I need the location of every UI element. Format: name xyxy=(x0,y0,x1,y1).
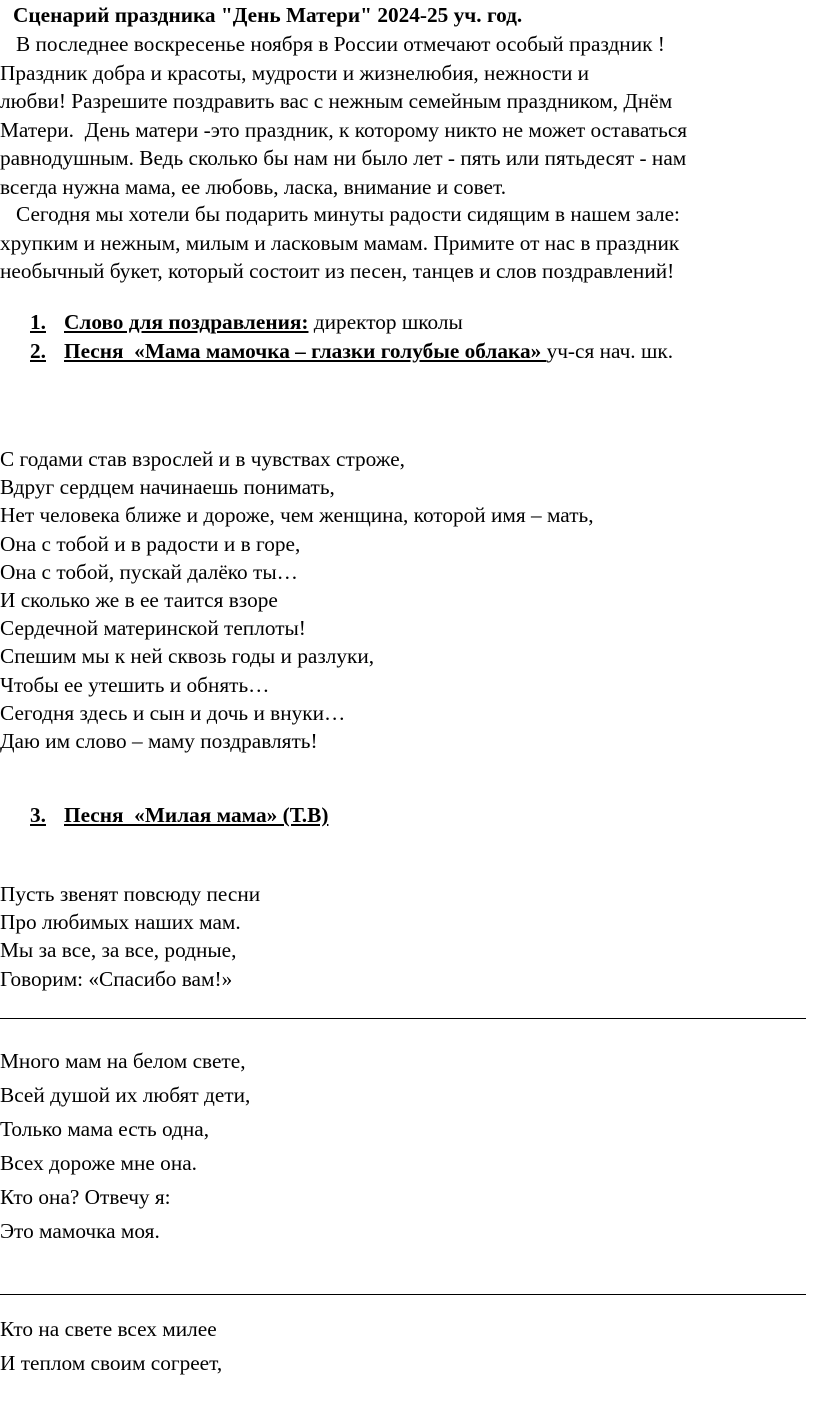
poem-line: Это мамочка моя. xyxy=(0,1219,160,1243)
text-line: хрупким и нежным, милым и ласковым мамам. Примите от нас в праздник xyxy=(0,230,680,255)
poem-line: Она с тобой и в радости и в горе, xyxy=(0,531,301,556)
poem-4 xyxy=(0,1312,222,1380)
item-detail: уч-ся нач. шк. xyxy=(546,339,674,363)
poem-line: Она с тобой, пускай далёко ты… xyxy=(0,559,298,584)
program-item-3 xyxy=(30,803,328,828)
poem-line: Нет человека ближе и дороже, чем женщина, которой имя – мать, xyxy=(0,503,594,528)
section-divider xyxy=(0,1294,806,1295)
program-item-1 xyxy=(30,310,463,335)
poem-line: Всей душой их любят дети, xyxy=(0,1083,251,1107)
text-line: Праздник добра и красоты, мудрости и жизнелюбия, нежности и xyxy=(0,60,590,85)
poem-line: Кто на свете всех милее xyxy=(0,1317,217,1341)
poem-line: Сегодня здесь и сын и дочь и внуки… xyxy=(0,700,346,725)
intro-paragraph-2 xyxy=(0,200,812,286)
poem-line: Вдруг сердцем начинаешь понимать, xyxy=(0,475,335,500)
item-heading: Песня «Мама мамочка – глазки голубые облака» xyxy=(64,339,547,363)
poem-line: Пусть звенят повсюду песни xyxy=(0,882,261,906)
poem-line: Всех дороже мне она. xyxy=(0,1151,197,1175)
text-line: Матери. День матери -это праздник, к которому никто не может оставаться xyxy=(0,117,688,142)
program-item-2 xyxy=(30,339,673,364)
section-divider xyxy=(0,1018,806,1019)
poem-line: Говорим: «Спасибо вам!» xyxy=(0,966,233,991)
item-number: 2. xyxy=(30,339,46,363)
item-number: 3. xyxy=(30,803,46,827)
text-line: равнодушным. Ведь сколько бы нам ни было лет - пять или пятьдесят - нам xyxy=(0,146,687,170)
text-line: любви! Разрешите поздравить вас с нежным семейным праздником, Днём xyxy=(0,89,673,113)
poem-line: Спешим мы к ней сквозь годы и разлуки, xyxy=(0,644,375,669)
poem-3 xyxy=(0,1044,250,1248)
poem-line: Про любимых наших мам. xyxy=(0,910,241,935)
poem-line: Только мама есть одна, xyxy=(0,1117,210,1141)
text-line: Сегодня мы хотели бы подарить минуты радости сидящим в нашем зале: xyxy=(0,202,680,226)
poem-1 xyxy=(0,445,594,755)
poem-line: Даю им слово – маму поздравлять! xyxy=(0,729,318,754)
item-detail: директор школы xyxy=(308,310,463,334)
item-number: 1. xyxy=(30,310,46,334)
poem-line: Много мам на белом свете, xyxy=(0,1049,246,1073)
poem-line: Кто она? Отвечу я: xyxy=(0,1185,171,1209)
text-line: всегда нужна мама, ее любовь, ласка, внимание и совет. xyxy=(0,174,507,199)
document-title: Сценарий праздника "День Матери" 2024-25 уч. год. xyxy=(13,3,523,27)
poem-line: И теплом своим согреет, xyxy=(0,1351,223,1375)
poem-line: И сколько же в ее таится взоре xyxy=(0,588,278,613)
text-line: необычный букет, который состоит из песен, танцев и слов поздравлений! xyxy=(0,259,675,283)
item-heading: Слово для поздравления: xyxy=(64,310,309,334)
poem-line: Чтобы ее утешить и обнять… xyxy=(0,672,270,697)
text-line: В последнее воскресенье ноября в России отмечают особый праздник ! xyxy=(0,32,665,56)
intro-paragraph-1 xyxy=(0,30,812,201)
poem-line: Мы за все, за все, родные, xyxy=(0,938,237,963)
poem-2 xyxy=(0,880,260,993)
poem-line: С годами став взрослей и в чувствах строже, xyxy=(0,447,406,471)
poem-line: Сердечной материнской теплоты! xyxy=(0,616,306,641)
item-heading: Песня «Милая мама» (Т.В) xyxy=(64,803,329,827)
